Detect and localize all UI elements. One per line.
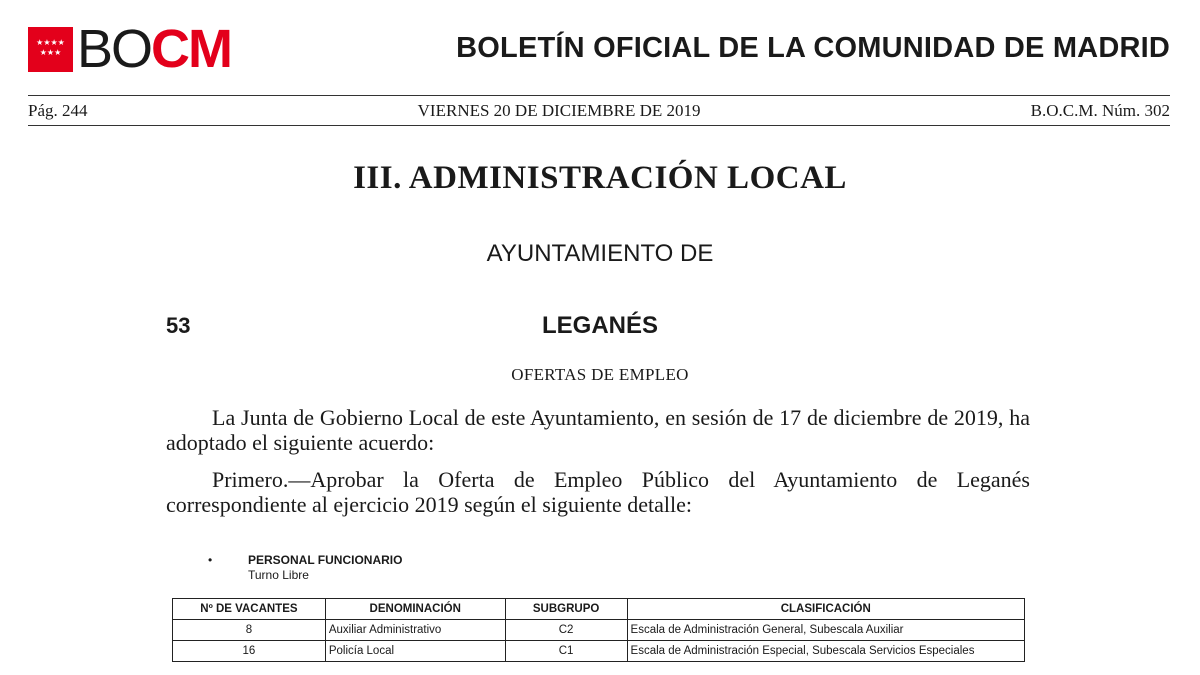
table-cell: 8 <box>173 620 326 641</box>
logo-text-bo: BO <box>77 19 152 79</box>
bullet-icon: • <box>208 553 213 567</box>
column-header: CLASIFICACIÓN <box>627 599 1024 620</box>
table-row <box>173 620 1025 641</box>
table-cell: Escala de Administración General, Subescala Auxiliar <box>627 620 1024 641</box>
logo-text-cm: CM <box>151 19 232 79</box>
table-cell: 16 <box>173 641 326 662</box>
header-rule-bottom <box>28 125 1170 126</box>
paragraph-first <box>166 467 1030 517</box>
madrid-flag-icon <box>28 27 73 72</box>
bocm-logo <box>28 19 232 79</box>
column-header: DENOMINACIÓN <box>325 599 505 620</box>
column-header: Nº DE VACANTES <box>173 599 326 620</box>
page-meta-row <box>28 100 1170 122</box>
org-name: LEGANÉS <box>541 312 658 339</box>
table-cell: Auxiliar Administrativo <box>325 620 505 641</box>
list-heading: PERSONAL FUNCIONARIO <box>248 553 403 567</box>
issue-number: B.O.C.M. Núm. 302 <box>1030 101 1170 120</box>
flag-stars-icon: ★★★★ ★★★ <box>36 37 65 57</box>
table-cell: C1 <box>505 641 627 662</box>
paragraph-intro-text: La Junta de Gobierno Local de este Ayuntamiento, en sesión de 17 de diciembre de 2019, ha adoptado el siguiente acuerdo: <box>166 405 1030 455</box>
column-header: SUBGRUPO <box>505 599 627 620</box>
header-rule-top <box>28 95 1170 96</box>
table-cell: C2 <box>505 620 627 641</box>
section-title: III. ADMINISTRACIÓN LOCAL <box>353 160 847 196</box>
subject-heading: OFERTAS DE EMPLEO <box>511 365 689 384</box>
bulletin-title: BOLETÍN OFICIAL DE LA COMUNIDAD DE MADRID <box>456 32 1170 64</box>
logo-wordmark <box>77 19 232 79</box>
paragraph-intro <box>166 405 1030 455</box>
table-header-row <box>173 599 1025 620</box>
vacancies-table <box>172 598 1025 662</box>
table-cell: Policía Local <box>325 641 505 662</box>
org-prefix: AYUNTAMIENTO DE <box>486 240 714 267</box>
entry-number: 53 <box>166 313 191 338</box>
table-row <box>173 641 1025 662</box>
issue-date: VIERNES 20 DE DICIEMBRE DE 2019 <box>417 101 701 120</box>
list-subheading: Turno Libre <box>248 568 309 582</box>
page-number: Pág. 244 <box>28 101 88 120</box>
table-cell: Escala de Administración Especial, Subescala Servicios Especiales <box>627 641 1024 662</box>
paragraph-first-text: Primero.—Aprobar la Oferta de Empleo Público del Ayuntamiento de Leganés correspondiente al ejercicio 2019 según el siguiente detalle: <box>166 467 1030 517</box>
